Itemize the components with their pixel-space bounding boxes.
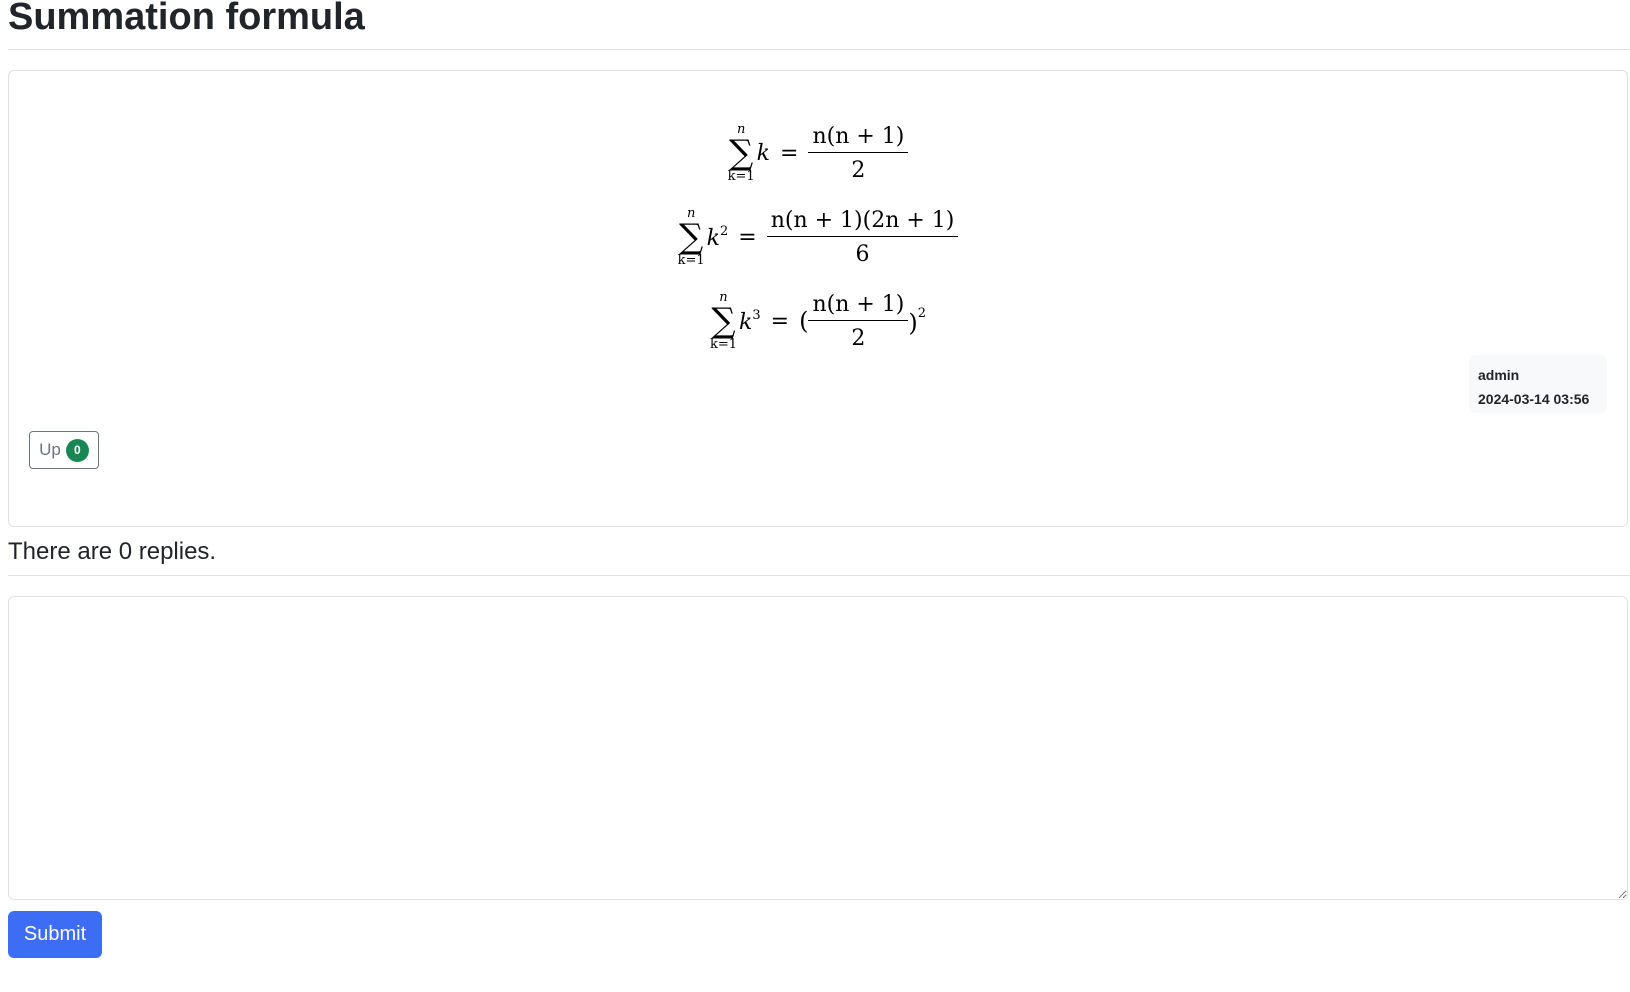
replies-divider [8, 575, 1630, 576]
equals-sign: = [780, 140, 799, 166]
post-timestamp: 2024-03-14 03:56 [1478, 391, 1590, 407]
close-paren: )$^2$ [908, 305, 927, 337]
post-card [8, 70, 1628, 527]
reply-textarea[interactable] [8, 596, 1628, 900]
equals-sign: = [770, 308, 790, 334]
fraction [808, 292, 908, 351]
summation-symbol [710, 291, 737, 351]
sum-term-base: k [739, 309, 753, 335]
fraction-denominator: 6 [855, 241, 870, 267]
fraction-numerator: n(n + 1)(2n + 1) [767, 208, 959, 237]
sum-upper-limit: n [719, 290, 728, 305]
sum-term-exponent: 3 [752, 307, 761, 323]
sum-term [707, 224, 729, 251]
summation-symbol [728, 123, 755, 183]
sum-lower-limit: k=1 [709, 337, 738, 352]
sum-upper-limit: n [736, 122, 746, 137]
sum-term [739, 308, 761, 335]
post-meta [1469, 355, 1607, 413]
summation-symbol [678, 207, 705, 267]
upvote-count-badge: 0 [66, 439, 89, 462]
fraction-denominator: 2 [851, 325, 866, 351]
sigma-icon: ∑ [729, 133, 754, 173]
formula-block [9, 111, 1627, 363]
post-author: admin [1478, 367, 1520, 383]
fraction-denominator: 2 [851, 157, 866, 183]
sum-upper-limit: n [686, 206, 696, 221]
submit-button[interactable]: Submit [8, 911, 102, 958]
sum-term: k [756, 140, 771, 166]
formula-sum-k [9, 111, 1627, 195]
fraction-numerator: n(n + 1) [808, 124, 908, 153]
page-title: Summation formula [8, 0, 365, 38]
upvote-button[interactable] [29, 431, 99, 469]
formula-sum-k-squared [9, 195, 1627, 279]
fraction-numerator: n(n + 1) [808, 292, 908, 321]
sum-lower-limit: k=1 [727, 169, 755, 184]
upvote-label: Up [39, 440, 61, 459]
outer-exponent: 2 [917, 305, 927, 321]
sum-term-exponent: 2 [720, 223, 729, 239]
open-paren: ( [799, 307, 809, 335]
fraction [767, 208, 959, 267]
equals-sign: = [738, 224, 757, 250]
sum-lower-limit: k=1 [677, 253, 705, 268]
sum-term-base: k [706, 225, 720, 251]
replies-heading: There are 0 replies. [8, 538, 217, 565]
title-divider [8, 49, 1630, 50]
sigma-icon: ∑ [678, 217, 704, 257]
fraction [808, 124, 908, 183]
sigma-icon: ∑ [711, 301, 736, 341]
formula-sum-k-cubed [9, 279, 1627, 363]
